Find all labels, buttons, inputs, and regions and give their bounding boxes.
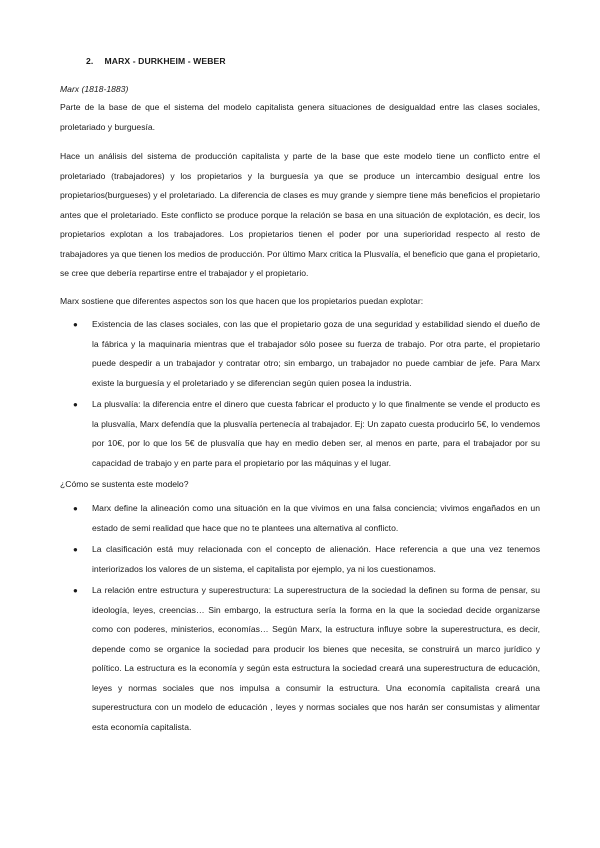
- list-item: [60, 395, 540, 473]
- paragraph-aspects-lead: Marx sostiene que diferentes aspectos son los que hacen que los propietarios puedan explotar:: [60, 295, 424, 306]
- list-item-text: La relación entre estructura y superestructura: La superestructura de la sociedad la definen su forma de pensar, su ideología, leyes, creencias… Sin embargo, la estructura sería la forma en la que la sociedad decide organizarse como con poderes, ministerios, economías… Según Marx, la estructura influye sobre la superestructura, es decir, depende como se organice la sociedad para producir los bienes que necesita, se construirá un marco jurídico y político. La estructura es la economía y según esta estructura la sociedad creará una superestructura de educación, leyes y normas sociales que nos impulsa a consumir la estructura. Una economía capitalista creará una superestructura con un modelo de educación , leyes y normas sociales que nos harán ser consumistas y alimentar esta economía capitalista.: [92, 585, 540, 732]
- question-heading: ¿Cómo se sustenta este modelo?: [60, 479, 189, 489]
- bullet-icon: ●: [73, 545, 78, 554]
- section-title: MARX - DURKHEIM - WEBER: [104, 56, 226, 66]
- bullet-icon: ●: [73, 586, 78, 595]
- model-list: [60, 499, 540, 737]
- list-item-text: Marx define la alineación como una situación en la que vivimos en una falsa conciencia; vivimos engañados en un estado de semi realidad que hace que no te plantees una alternativa al conflicto.: [92, 503, 540, 533]
- marx-subtitle: Marx (1818-1883): [60, 84, 129, 94]
- list-item: [60, 581, 540, 737]
- list-item: [60, 499, 540, 538]
- bullet-icon: ●: [73, 320, 78, 329]
- list-item-text: La clasificación está muy relacionada con el concepto de alienación. Hace referencia a que una vez tenemos interiorizados los valores de un sistema, el capitalista por ejemplo, ya ni los cuestionamos.: [92, 544, 540, 574]
- list-item-text: La plusvalía: la diferencia entre el dinero que cuesta fabricar el producto y lo que finalmente se vende el producto es la plusvalía, Marx defendía que la plusvalía pertenecía al trabajador. Ej: Un zapato cuesta producirlo 5€, lo vendemos por 10€, por lo que los 5€ de plusvalía que hay en medio deben ser, al menos en parte, para el trabajador por su capacidad de trabajo y en parte para el propietario por las máquinas y el lugar.: [92, 399, 540, 468]
- section-number: 2.: [86, 56, 94, 66]
- list-item: [60, 315, 540, 393]
- bullet-icon: ●: [73, 400, 78, 409]
- list-item-text: Existencia de las clases sociales, con las que el propietario goza de una seguridad y estabilidad siendo el dueño de la fábrica y la maquinaria mientras que el trabajador sólo posee su fuerza de trabajo. Por otra parte, el propietario puede despedir a un trabajador y contratar otro; sin embargo, un trabajador no puede cambiar de jefe. Para Marx existe la burguesía y el proletariado y se diferencian según quien posea la industria.: [92, 319, 540, 388]
- paragraph-analysis: Hace un análisis del sistema de producción capitalista y parte de la base que este modelo tiene un conflicto entre el proletariado (trabajadores) y los propietarios y la burguesía ya que se produce un intercambio desigual entre los propietarios(burgueses) y el proletariado. La diferencia de clases es muy grande y siempre tiene más beneficios el propietario antes que el proletariado. Este conflicto se produce porque la relación se basa en una situación de explotación, es decir, los propietarios explotan a los trabajadores. Los propietarios tienen el poder por una superioridad respecto al resto de trabajadores ya que tienen los medios de producción. Por último Marx critica la Plusvalía, el beneficio que gana el propietario, se cree que debería repartirse entre el trabajador y el propietario.: [60, 151, 540, 278]
- aspects-list: [60, 315, 540, 473]
- list-item: [60, 540, 540, 579]
- section-heading: [86, 56, 540, 66]
- paragraph-intro: Parte de la base de que el sistema del modelo capitalista genera situaciones de desigualdad entre las clases sociales, proletariado y burguesía.: [60, 102, 540, 132]
- bullet-icon: ●: [73, 504, 78, 513]
